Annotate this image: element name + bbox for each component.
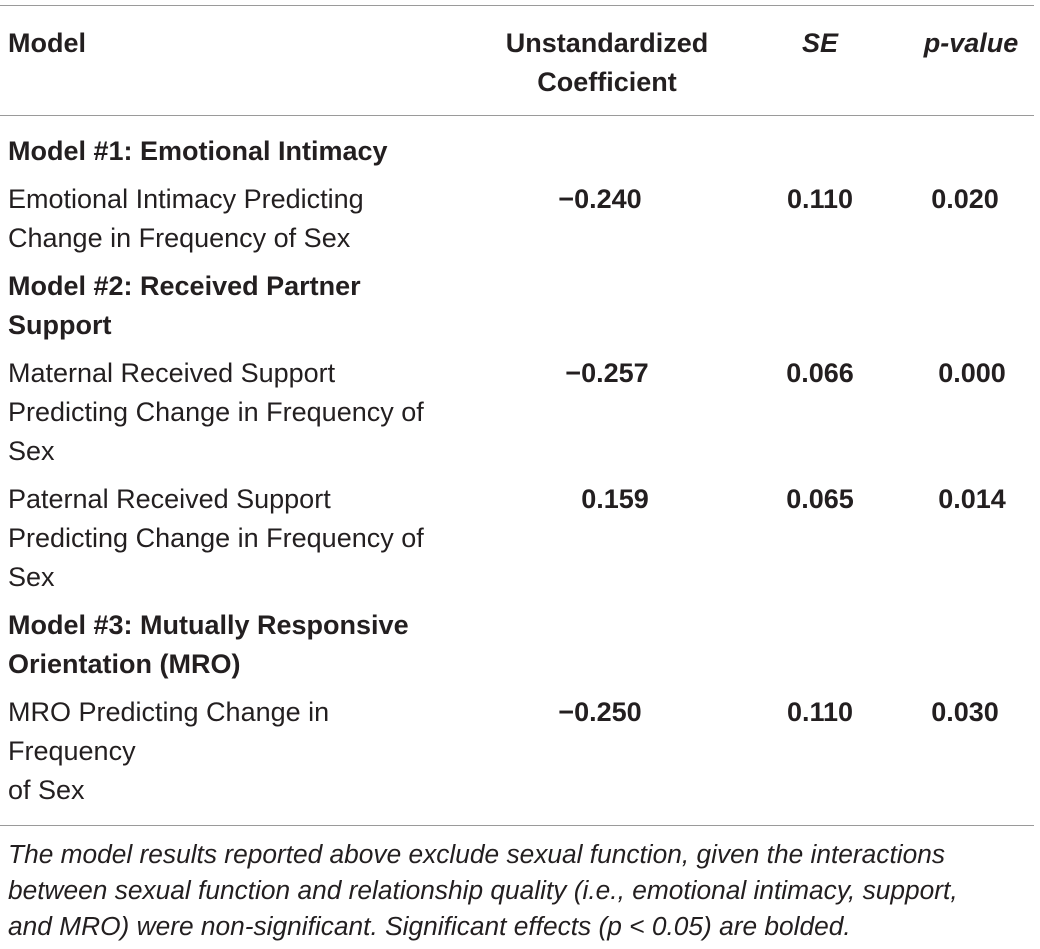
p-value: 0.030	[931, 697, 999, 727]
section-title-line: Support	[8, 310, 112, 340]
section-title-model-2	[8, 267, 458, 345]
p-value: 0.000	[938, 358, 1006, 388]
row-label-line: Maternal Received Support	[8, 358, 336, 388]
row-label-line: Paternal Received Support	[8, 484, 331, 514]
header-unstandardized-coefficient	[495, 24, 719, 102]
header-p-value: p-value	[923, 28, 1019, 58]
row-label-maternal-support	[8, 354, 458, 471]
header-coef-line-1: Unstandardized	[505, 28, 709, 58]
row-label-emotional-intimacy	[8, 180, 458, 258]
se-value: 0.110	[786, 697, 854, 727]
section-title-model-3	[8, 606, 458, 684]
p-value: 0.020	[931, 184, 999, 214]
table-top-rule	[0, 5, 1034, 6]
header-se: SE	[801, 28, 839, 58]
row-label-line: of Sex	[8, 775, 85, 805]
footnote-line: between sexual function and relationship quality (i.e., emotional intimacy, support,	[8, 875, 958, 905]
footnote-line: and MRO) were non-significant. Significant effects (p < 0.05) are bolded.	[8, 911, 851, 941]
header-bottom-rule	[0, 115, 1034, 116]
row-label-line: Emotional Intimacy Predicting	[8, 184, 364, 214]
row-label-line: Change in Frequency of Sex	[8, 223, 351, 253]
footnote-line: The model results reported above exclude sexual function, given the interactions	[8, 839, 946, 869]
header-model: Model	[8, 28, 86, 58]
section-title-line: Model #2: Received Partner	[8, 271, 361, 301]
table-bottom-rule	[0, 825, 1034, 826]
coef-value: 0.159	[581, 484, 649, 514]
se-value: 0.110	[786, 184, 854, 214]
row-label-mro	[8, 693, 458, 810]
se-value: 0.065	[786, 484, 854, 514]
section-title-line: Model #3: Mutually Responsive	[8, 610, 409, 640]
row-label-line: Predicting Change in Frequency of	[8, 397, 424, 427]
coef-value: −0.240	[558, 184, 642, 214]
row-label-line: Sex	[8, 562, 55, 592]
header-coef-line-2: Coefficient	[537, 67, 677, 97]
row-label-line: Sex	[8, 436, 55, 466]
row-label-line: Frequency	[8, 736, 136, 766]
row-label-line: MRO Predicting Change in	[8, 697, 330, 727]
section-title-model-1: Model #1: Emotional Intimacy	[8, 136, 388, 166]
row-label-paternal-support	[8, 480, 458, 597]
table-footnote	[8, 836, 1036, 944]
p-value: 0.014	[938, 484, 1006, 514]
section-title-line: Orientation (MRO)	[8, 649, 241, 679]
se-value: 0.066	[786, 358, 854, 388]
coef-value: −0.250	[558, 697, 642, 727]
coef-value: −0.257	[565, 358, 649, 388]
row-label-line: Predicting Change in Frequency of	[8, 523, 424, 553]
